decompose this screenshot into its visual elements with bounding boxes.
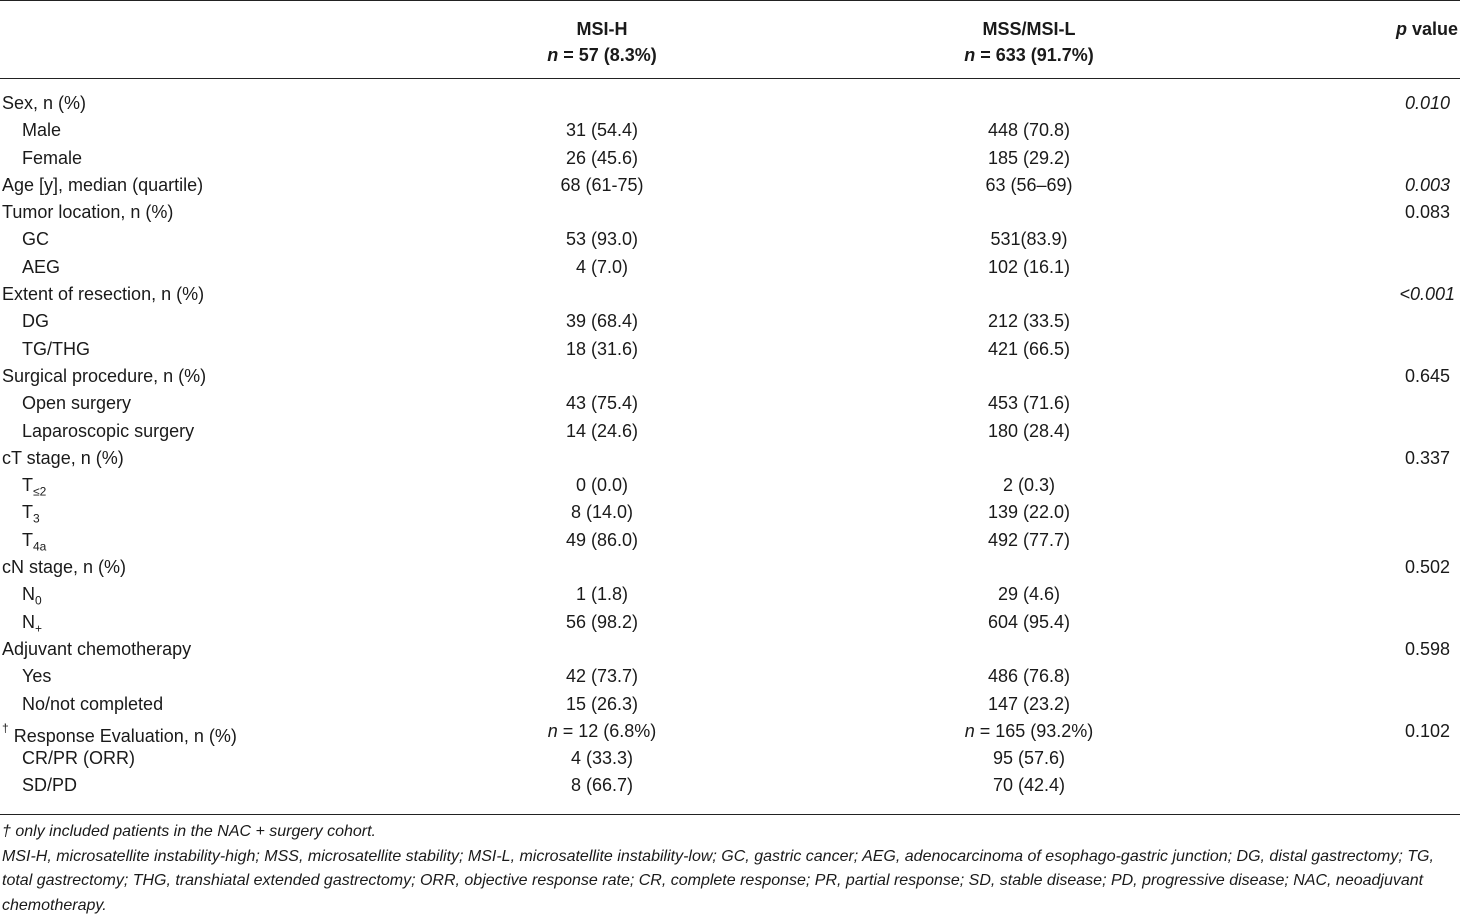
col-header-mss	[894, 16, 1164, 68]
row-label: Male	[22, 120, 62, 141]
table-row	[0, 363, 1460, 390]
mss-value: 185 (29.2)	[987, 147, 1071, 168]
p-value: 0.598	[1404, 638, 1450, 659]
table-row	[0, 145, 1460, 172]
msi-h-value: 18 (31.6)	[565, 338, 639, 359]
row-label: $N_0$	[22, 584, 42, 608]
row-label: Adjuvant chemotherapy	[2, 638, 192, 659]
row-label: No/not completed	[22, 693, 164, 714]
row-label: cN stage, n (%)	[2, 557, 127, 578]
msi-h-value: n = 12 (6.8%)	[547, 720, 657, 741]
msi-h-value: 42 (73.7)	[565, 666, 639, 687]
mss-value: 421 (66.5)	[987, 338, 1071, 359]
p-value: <0.001	[1399, 284, 1455, 305]
p-value: 0.337	[1404, 447, 1450, 468]
msi-h-value: 1 (1.8)	[575, 584, 629, 605]
row-label: $T_{\le 2}$	[22, 475, 47, 499]
row-label: SD/PD	[22, 775, 78, 796]
row-label: Extent of resection, n (%)	[2, 284, 205, 305]
table-row	[0, 445, 1460, 472]
mss-value: 102 (16.1)	[987, 256, 1071, 277]
table-row	[0, 663, 1460, 690]
row-label: cT stage, n (%)	[2, 447, 124, 468]
mss-value: 95 (57.6)	[992, 748, 1066, 769]
table-footnotes	[2, 820, 1458, 918]
dagger-footnote: † only included patients in the NAC + surgery cohort.	[2, 823, 376, 840]
msi-h-value: 31 (54.4)	[565, 120, 639, 141]
mss-value: 139 (22.0)	[987, 502, 1071, 523]
p-value: 0.003	[1404, 174, 1450, 195]
msi-h-value: 39 (68.4)	[565, 311, 639, 332]
table-row	[0, 554, 1460, 581]
row-label: $T_{4a}$	[22, 529, 47, 554]
mss-value: 147 (23.2)	[987, 693, 1071, 714]
msi-h-value: 14 (24.6)	[565, 420, 639, 441]
table-row	[0, 199, 1460, 226]
mss-value: 531(83.9)	[990, 229, 1068, 250]
col-header-msi-h-title: MSI-H	[576, 19, 628, 39]
row-label: Sex, n (%)	[2, 93, 87, 113]
table-row	[0, 390, 1460, 417]
header-rule	[0, 78, 1460, 79]
table-row	[0, 745, 1460, 772]
row-label: AEG	[22, 256, 61, 277]
col-header-msi-h-n: n = 57 (8.3%)	[547, 45, 657, 65]
mss-value: n = 165 (93.2%)	[964, 720, 1094, 741]
mss-value: 604 (95.4)	[987, 611, 1071, 632]
row-label: Female	[22, 147, 83, 168]
p-value: 0.083	[1404, 202, 1450, 223]
table-row	[0, 117, 1460, 144]
row-label: Yes	[22, 666, 52, 687]
col-header-p-value: p value	[1395, 19, 1458, 39]
msi-h-value: 68 (61-75)	[560, 174, 644, 195]
msi-h-value: 4 (33.3)	[570, 748, 634, 769]
mss-value: 2 (0.3)	[1002, 475, 1056, 496]
msi-h-value: 15 (26.3)	[565, 693, 639, 714]
msi-h-value: 8 (66.7)	[570, 775, 634, 796]
row-label: Tumor location, n (%)	[2, 202, 174, 223]
mss-value: 212 (33.5)	[987, 311, 1071, 332]
mss-value: 70 (42.4)	[992, 775, 1066, 796]
row-label: DG	[22, 311, 49, 332]
table-row	[0, 718, 1460, 745]
table-row	[0, 254, 1460, 281]
mss-value: 486 (76.8)	[987, 666, 1071, 687]
msi-h-value: 43 (75.4)	[565, 393, 639, 414]
row-label: $T_3$	[22, 502, 40, 527]
row-label: $N_+$	[22, 611, 43, 636]
table-row	[0, 581, 1460, 608]
abbreviations-footnote: MSI-H, microsatellite instability-high; MSS, microsatellite stability; MSI-L, microsatellite instability-low; GC, gastric cancer; AEG, adenocarcinoma of esophago-gastric junction; DG, distal gastrectomy; TG, total gastrectomy; THG, transhiatal extended gastrectomy; ORR, objective response rate; CR, complete response; PR, partial response; SD, stable disease; PD, progressive disease; NAC, neoadjuvant chemotherapy.	[2, 847, 1434, 914]
mss-value: 29 (4.6)	[997, 584, 1061, 605]
msi-h-value: 4 (7.0)	[575, 256, 629, 277]
row-label: Age [y], median (quartile)	[2, 174, 204, 195]
msi-h-value: 49 (86.0)	[565, 529, 639, 550]
row-label: Laparoscopic surgery	[22, 420, 195, 441]
table-row	[0, 691, 1460, 718]
dagger-mark: †	[2, 720, 9, 735]
table-row	[0, 772, 1460, 799]
top-rule	[0, 0, 1460, 1]
msi-h-value: 26 (45.6)	[565, 147, 639, 168]
col-header-mss-title: MSS/MSI-L	[982, 19, 1076, 39]
table-row	[0, 226, 1460, 253]
p-value: 0.010	[1404, 93, 1450, 113]
col-header-mss-n: n = 633 (91.7%)	[964, 45, 1094, 65]
msi-h-value: 0 (0.0)	[575, 475, 629, 496]
p-value: 0.102	[1404, 720, 1450, 741]
table-row	[0, 418, 1460, 445]
row-label: † Response Evaluation, n (%)	[2, 720, 237, 746]
msi-h-value: 53 (93.0)	[565, 229, 639, 250]
mss-value: 63 (56–69)	[985, 174, 1073, 195]
mss-value: 492 (77.7)	[987, 529, 1071, 550]
table-row	[0, 636, 1460, 663]
col-header-msi-h	[480, 16, 724, 68]
mss-value: 180 (28.4)	[987, 420, 1071, 441]
table-row	[0, 472, 1460, 499]
row-label: GC	[22, 229, 49, 250]
bottom-rule	[0, 814, 1460, 815]
row-label: CR/PR (ORR)	[22, 748, 135, 769]
msi-h-value: 8 (14.0)	[570, 502, 634, 523]
table-row	[0, 527, 1460, 554]
mss-value: 448 (70.8)	[987, 120, 1071, 141]
row-label: TG/THG	[22, 338, 90, 359]
table-row	[0, 281, 1460, 308]
mss-value: 453 (71.6)	[987, 393, 1071, 414]
row-label: Open surgery	[22, 393, 132, 414]
table-body	[0, 90, 1460, 800]
table-row	[0, 499, 1460, 526]
table-row	[0, 308, 1460, 335]
table-row	[0, 609, 1460, 636]
row-label: Surgical procedure, n (%)	[2, 365, 207, 386]
msi-h-value: 56 (98.2)	[565, 611, 639, 632]
table-row	[0, 336, 1460, 363]
p-value: 0.645	[1404, 365, 1450, 386]
p-value: 0.502	[1404, 557, 1450, 578]
table-row	[0, 90, 1460, 117]
table-row	[0, 172, 1460, 199]
